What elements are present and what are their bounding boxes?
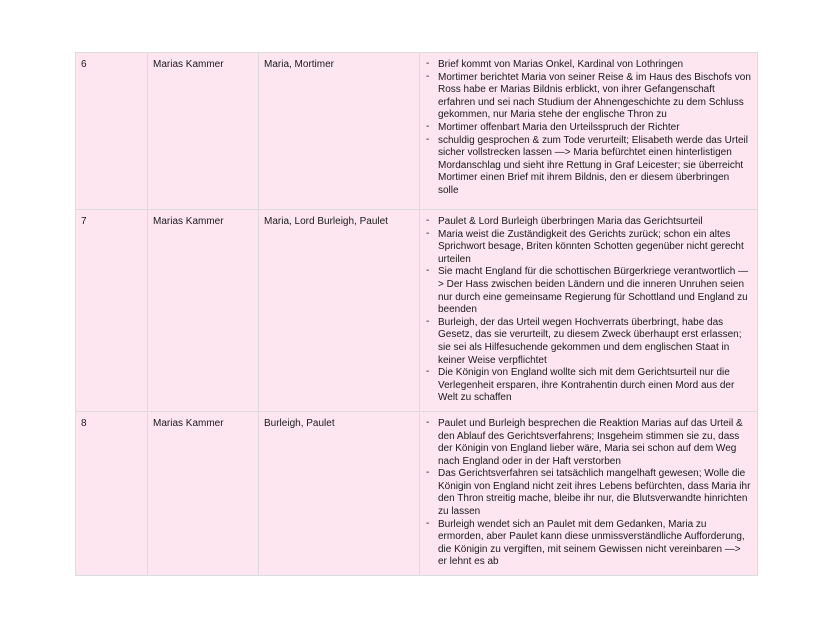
- list-item: - Sie macht England für die schottischen Bürgerkriege verantwortlich —> Der Hass zwischen beiden Ländern und die inneren Unruhen seien nur durch eine gemeinsame Regierung für Schottland und England zu beenden: [425, 266, 752, 316]
- event-list: [425, 418, 752, 569]
- scene-characters: Maria, Lord Burleigh, Paulet: [259, 210, 420, 412]
- table-row: [76, 210, 758, 412]
- event-list: [425, 59, 752, 198]
- list-item: - Die Königin von England wollte sich mit dem Gerichtsurteil nur die Verlegenheit ersparen, ihre Kontrahentin durch einen Mord aus der Welt zu schaffen: [425, 367, 752, 405]
- scene-characters: Burleigh, Paulet: [259, 411, 420, 575]
- scene-events: [420, 411, 758, 575]
- list-item: - Paulet und Burleigh besprechen die Reaktion Marias auf das Urteil & den Ablauf des Gerichtsverfahrens; Insgeheim stimmen sie zu, dass der Königin von England lieber wäre, Maria sei schon auf dem Weg nach England oder in der Haft verstorben: [425, 418, 752, 468]
- table-row: [76, 411, 758, 575]
- list-item: - Burleigh wendet sich an Paulet mit dem Gedanken, Maria zu ermorden, aber Paulet kann diese unmissverständliche Aufforderung, die Königin zu vergiften, mit seinem Gewissen nicht vereinbaren —> er lehnt es ab: [425, 519, 752, 569]
- list-item: - Paulet & Lord Burleigh überbringen Maria das Gerichtsurteil: [425, 216, 752, 229]
- scene-number: 7: [76, 210, 148, 412]
- list-item: - Das Gerichtsverfahren sei tatsächlich mangelhaft gewesen; Wolle die Königin von England nicht zeit ihres Lebens befürchten, dass Maria ihr den Thron streitig mache, bleibe ihr nur, die Blutsverwandte hinrichten zu lassen: [425, 468, 752, 518]
- list-item: - Maria weist die Zuständigkeit des Gerichts zurück; schon ein altes Sprichwort besage, Briten könnten Schotten gegenüber nicht gerecht urteilen: [425, 229, 752, 267]
- event-list: [425, 216, 752, 405]
- scene-events: [420, 53, 758, 210]
- list-item: - Mortimer offenbart Maria den Urteilsspruch der Richter: [425, 122, 752, 135]
- scene-place: Marias Kammer: [148, 210, 259, 412]
- scene-events: [420, 210, 758, 412]
- scene-place: Marias Kammer: [148, 53, 259, 210]
- table-row: [76, 53, 758, 210]
- scene-number: 6: [76, 53, 148, 210]
- list-item: - schuldig gesprochen & zum Tode verurteilt; Elisabeth werde das Urteil sicher vollstrecken lassen —> Maria befürchtet einen hinterlistigen Mordanschlag und sieht ihre Rettung in Graf Leicester; sie überreicht Mortimer einen Brief mit ihrem Bildnis, den er diesem überbringen solle: [425, 135, 752, 198]
- list-item: - Burleigh, der das Urteil wegen Hochverrats überbringt, habe das Gesetz, das sie verurteilt, zu diesem Zweck überhaupt erst erlassen; sie sei als Hilfesuchende gekommen und dem englischen Staat in keiner Weise verpflichtet: [425, 317, 752, 367]
- list-item: - Brief kommt von Marias Onkel, Kardinal von Lothringen: [425, 59, 752, 72]
- scene-place: Marias Kammer: [148, 411, 259, 575]
- scene-characters: Maria, Mortimer: [259, 53, 420, 210]
- scene-table: [75, 52, 758, 576]
- list-item: - Mortimer berichtet Maria von seiner Reise & im Haus des Bischofs von Ross habe er Marias Bildnis erblickt, von ihrer Gefangenschaft erfahren und sei nach Studium der Ahnengeschichte zu dem Schluss gekommen, nur Maria stehe der englische Thron zu: [425, 72, 752, 122]
- scene-number: 8: [76, 411, 148, 575]
